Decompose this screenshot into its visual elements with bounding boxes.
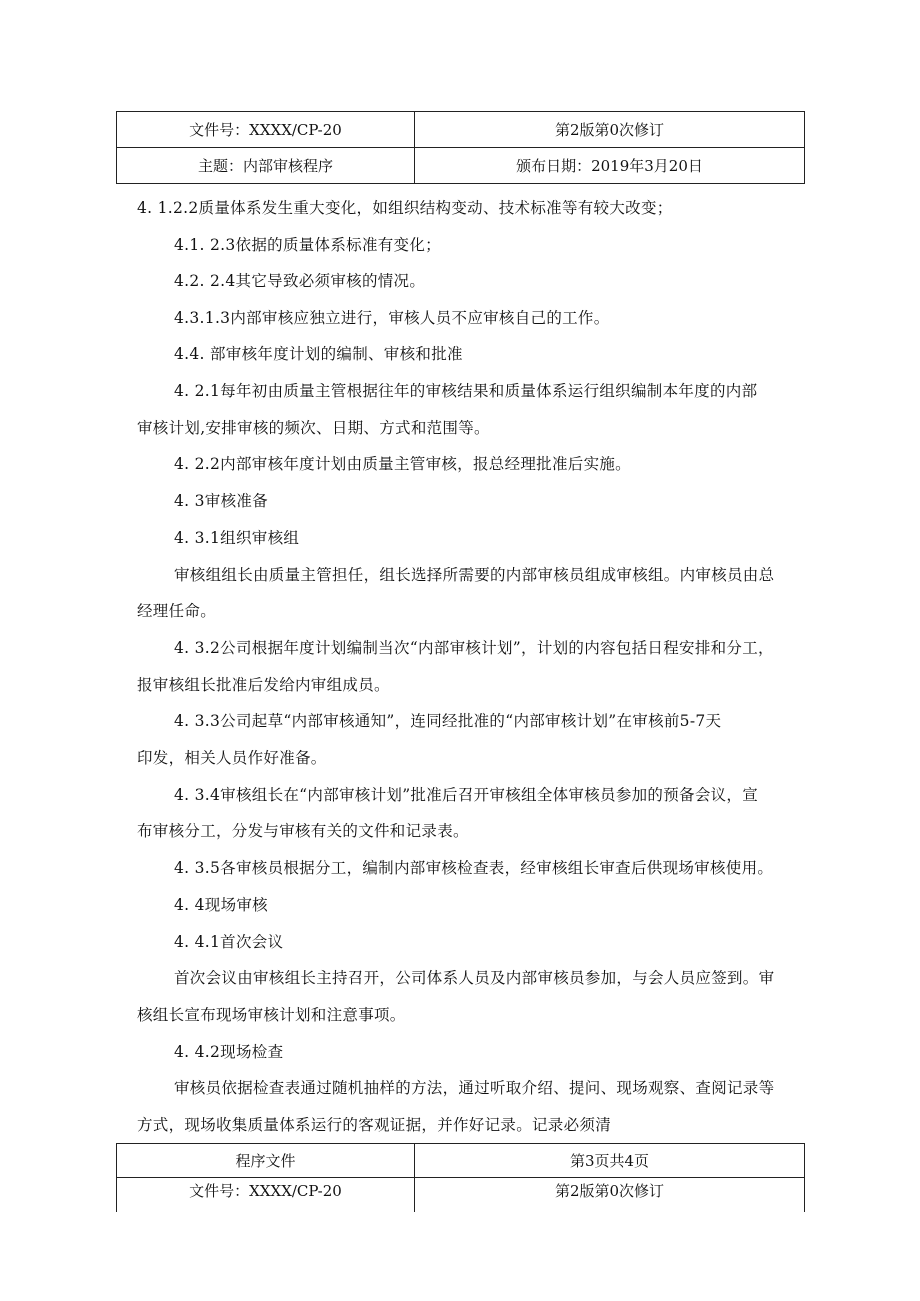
body-line: 4.2. 2.4其它导致必须审核的情况。 bbox=[174, 272, 426, 290]
body-line: 4. 4.2现场检查 bbox=[174, 1043, 284, 1061]
body-line: 4. 3.3公司起草“内部审核通知”，连同经批准的“内部审核计划”在审核前5-7天 bbox=[174, 712, 722, 730]
body-line: 首次会议由审核组长主持召开，公司体系人员及内部审核员参加，与会人员应签到。审 bbox=[174, 969, 775, 987]
body-line: 经理任命。 bbox=[137, 602, 217, 620]
header-issue-date: 颁布日期：2019年3月20日 bbox=[415, 148, 805, 184]
footer-doc-type: 程序文件 bbox=[117, 1144, 415, 1178]
body-line: 4. 2.2内部审核年度计划由质量主管审核，报总经理批准后实施。 bbox=[174, 455, 631, 473]
header-doc-number: 文件号：XXXX/CP-20 bbox=[117, 112, 415, 148]
header-subject: 主题：内部审核程序 bbox=[117, 148, 415, 184]
footer-version: 第2版第0次修订 bbox=[415, 1178, 805, 1213]
body-line: 审核计划,安排审核的频次、日期、方式和范围等。 bbox=[137, 419, 490, 437]
body-line: 4. 3.4审核组长在“内部审核计划”批准后召开审核组全体审核员参加的预备会议，宣 bbox=[174, 786, 759, 804]
body-line: 4. 3.2公司根据年度计划编制当次“内部审核计划”，计划的内容包括日程安排和分工， bbox=[174, 639, 774, 657]
header-row-2 bbox=[117, 148, 805, 184]
body-line: 印发，相关人员作好准备。 bbox=[137, 749, 327, 767]
body-line: 方式，现场收集质量体系运行的客观证据，并作好记录。记录必须清 bbox=[137, 1116, 612, 1134]
body-line: 4. 3.5各审核员根据分工，编制内部审核检查表，经审核组长审查后供现场审核使用。 bbox=[174, 859, 774, 877]
body-line: 4. 2.1每年初由质量主管根据往年的审核结果和质量体系运行组织编制本年度的内部 bbox=[174, 382, 758, 400]
footer-row-2 bbox=[117, 1178, 805, 1213]
footer-page-info: 第3页共4页 bbox=[415, 1144, 805, 1178]
body-line: 4. 3.1组织审核组 bbox=[174, 529, 300, 547]
body-line: 4.4. 部审核年度计划的编制、审核和批准 bbox=[174, 345, 463, 363]
header-row-1 bbox=[117, 112, 805, 148]
body-line: 4. 1.2.2质量体系发生重大变化，如组织结构变动、技术标准等有较大改变； bbox=[137, 199, 673, 217]
footer-doc-number: 文件号：XXXX/CP-20 bbox=[117, 1178, 415, 1213]
footer-row-1 bbox=[117, 1144, 805, 1178]
body-line: 审核员依据检查表通过随机抽样的方法，通过听取介绍、提问、现场观察、查阅记录等 bbox=[174, 1079, 775, 1097]
body-line: 4. 4.1首次会议 bbox=[174, 933, 284, 951]
body-line: 布审核分工，分发与审核有关的文件和记录表。 bbox=[137, 822, 469, 840]
header-version: 第2版第0次修订 bbox=[415, 112, 805, 148]
body-line: 核组长宣布现场审核计划和注意事项。 bbox=[137, 1006, 406, 1024]
body-line: 4. 4现场审核 bbox=[174, 896, 268, 914]
body-line: 报审核组长批准后发给内审组成员。 bbox=[137, 676, 390, 694]
body-line: 4. 3审核准备 bbox=[174, 492, 268, 510]
document-footer-table bbox=[116, 1143, 805, 1212]
body-line: 4.3.1.3内部审核应独立进行，审核人员不应审核自己的工作。 bbox=[174, 309, 610, 327]
body-line: 4.1. 2.3依据的质量体系标准有变化； bbox=[174, 236, 441, 254]
document-header-table bbox=[116, 111, 805, 184]
body-line: 审核组组长由质量主管担任，组长选择所需要的内部审核员组成审核组。内审核员由总 bbox=[174, 566, 775, 584]
